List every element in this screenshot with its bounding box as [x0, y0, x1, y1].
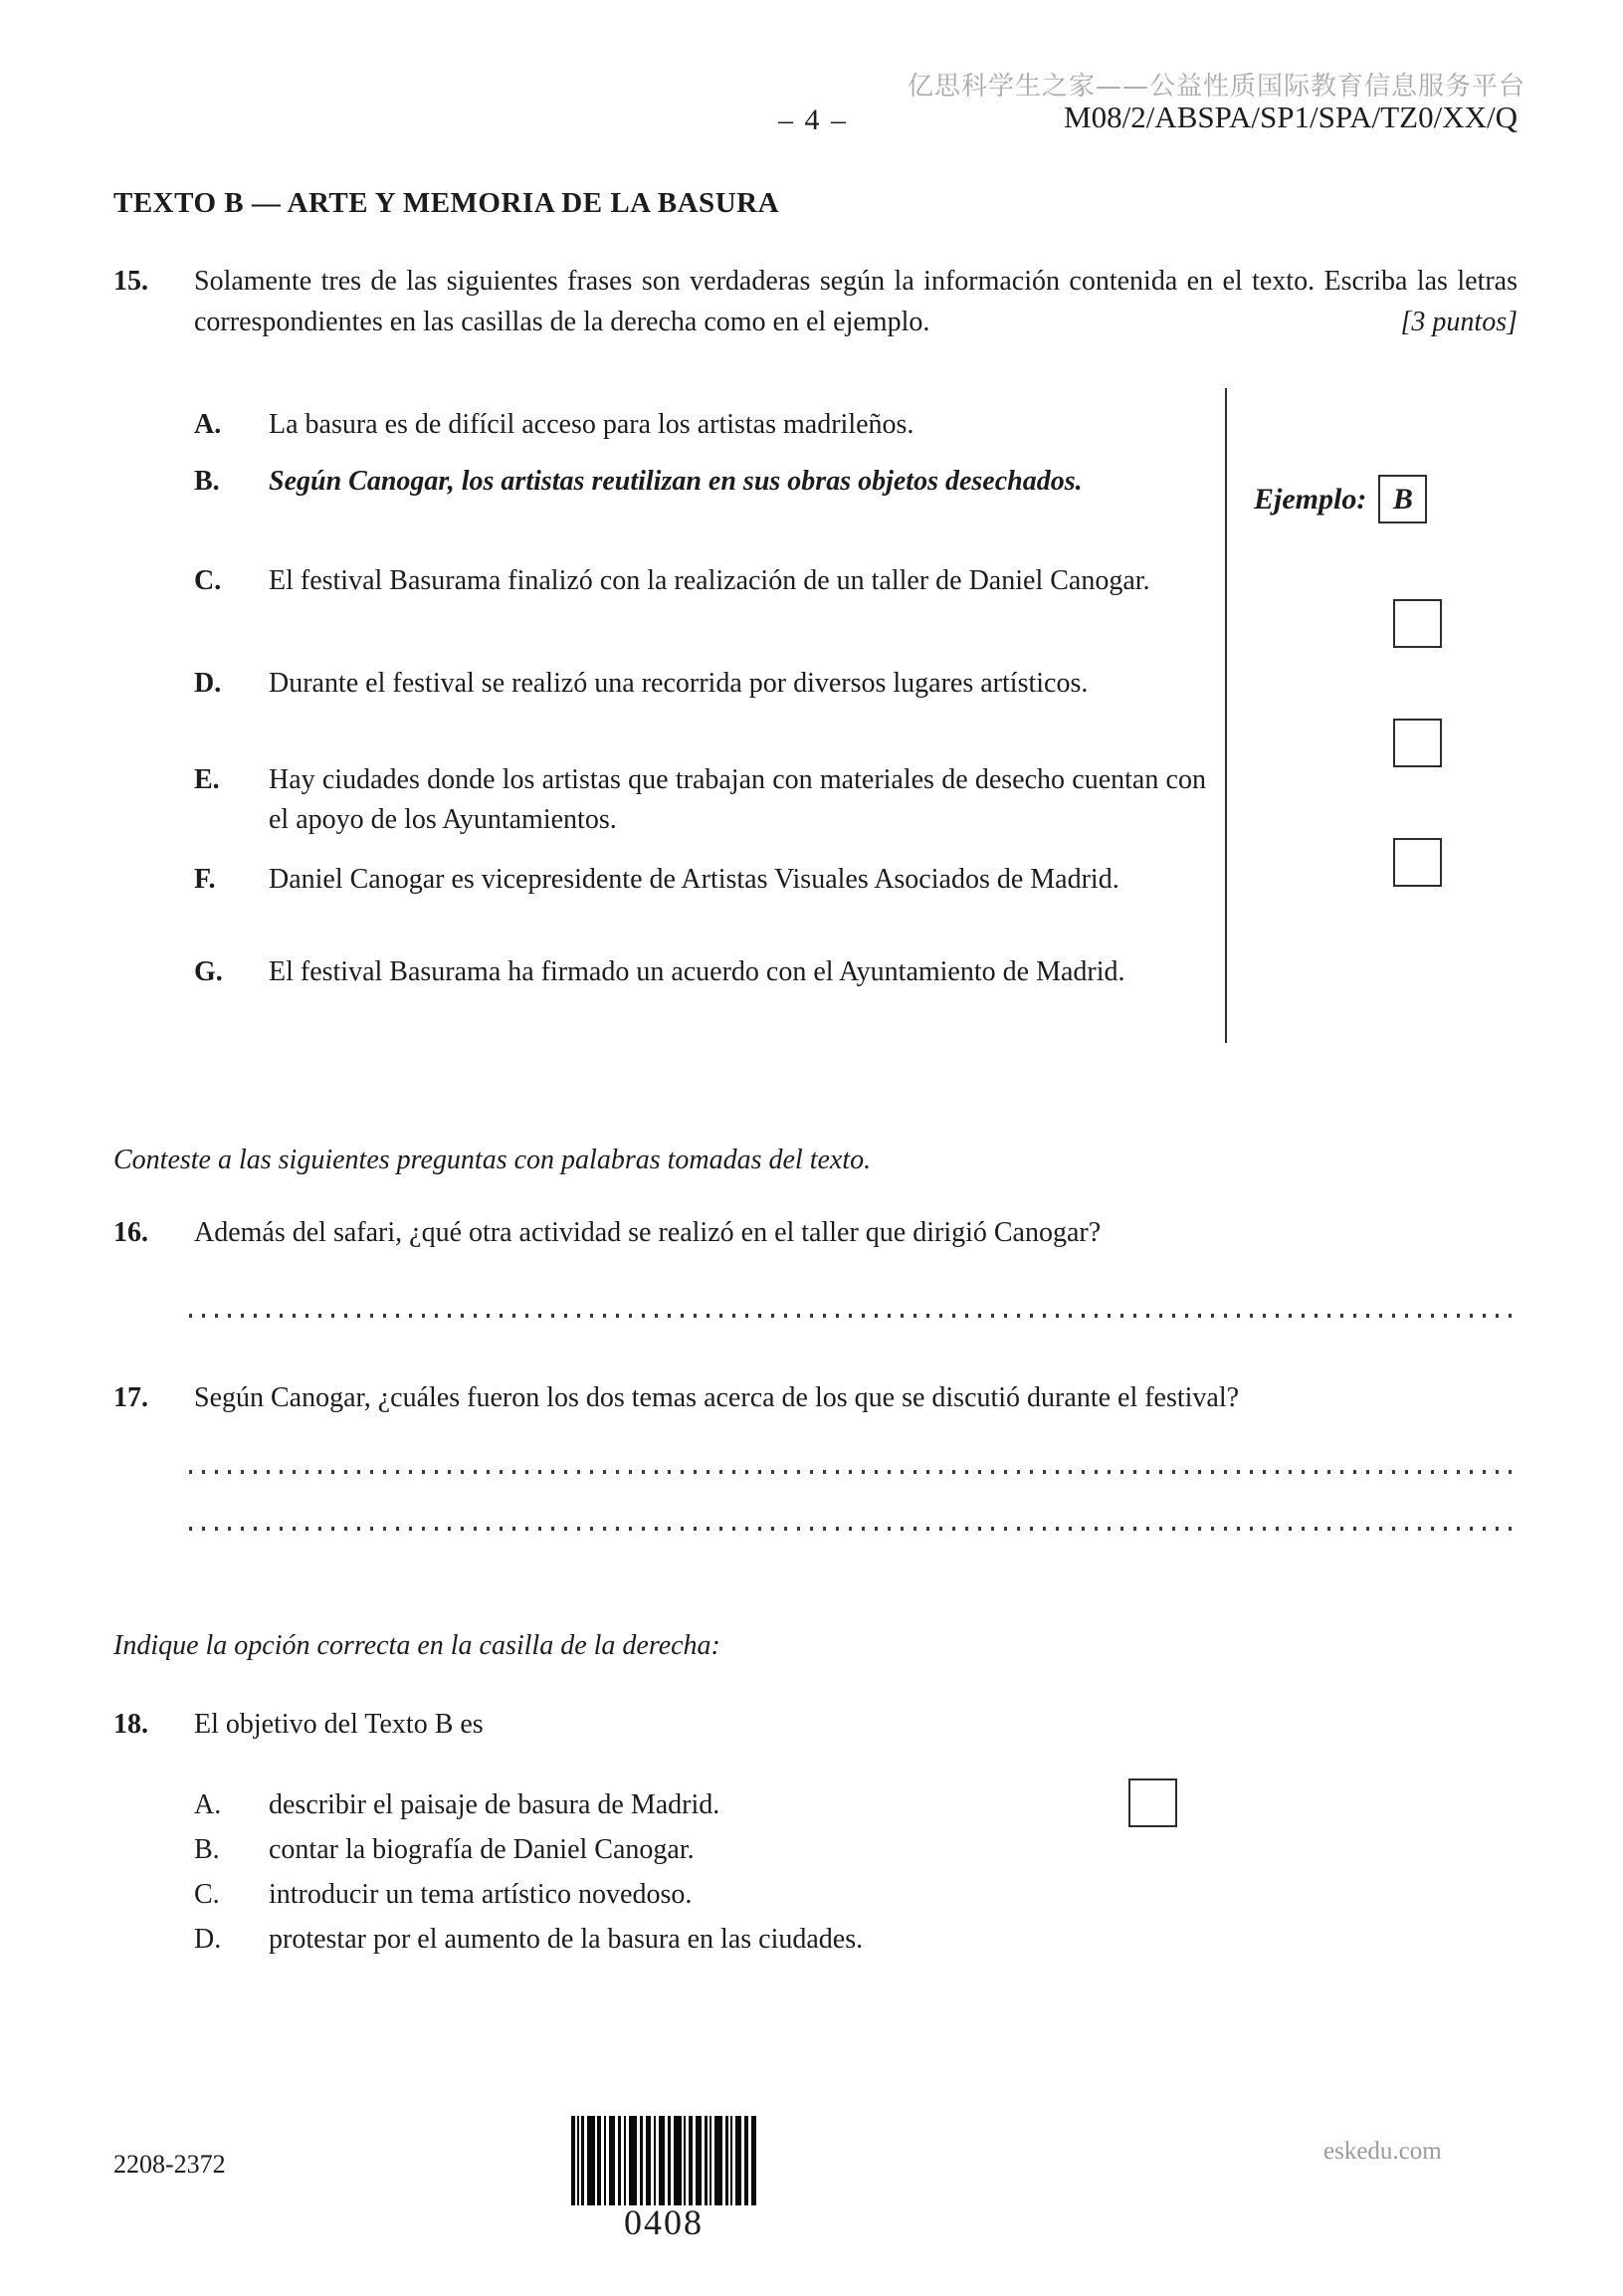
- question-18-number: 18.: [113, 1709, 148, 1740]
- q18-option-d: [194, 1923, 863, 1957]
- page-number: – 4 –: [778, 104, 848, 136]
- q18-option-a-letter: A.: [194, 1789, 222, 1820]
- question-17-text: Según Canogar, ¿cuáles fueron los dos temas acerca de los que se discutió durante el festival?: [194, 1382, 1240, 1413]
- q18-option-c-text: introducir un tema artístico novedoso.: [269, 1879, 693, 1910]
- q15-option-d-text: Durante el festival se realizó una recorrida por diversos lugares artísticos.: [269, 668, 1089, 699]
- q18-option-b-text: contar la biografía de Daniel Canogar.: [269, 1834, 695, 1865]
- q18-option-a-text: describir el paisaje de basura de Madrid.: [269, 1789, 720, 1820]
- question-18-text: El objetivo del Texto B es: [194, 1709, 484, 1740]
- q15-option-c-text: El festival Basurama finalizó con la realización de un taller de Daniel Canogar.: [269, 565, 1150, 596]
- q18-option-d-letter: D.: [194, 1924, 222, 1955]
- barcode: [571, 2116, 756, 2205]
- q15-option-c-letter: C.: [194, 565, 222, 596]
- q15-option-g: [194, 952, 1206, 992]
- q18-answer-box[interactable]: [1128, 1778, 1177, 1827]
- paper-code: M08/2/ABSPA/SP1/SPA/TZ0/XX/Q: [1064, 100, 1518, 134]
- q15-option-d-letter: D.: [194, 668, 222, 699]
- question-18: [113, 1704, 1518, 1745]
- options-divider-line: [1225, 388, 1227, 1043]
- example-answer-box: B: [1378, 475, 1427, 523]
- q15-option-e: [194, 760, 1206, 840]
- q15-option-b-text: Según Canogar, los artistas reutilizan en sus obras objetos desechados.: [269, 466, 1083, 497]
- q15-option-a-text: La basura es de difícil acceso para los artistas madrileños.: [269, 409, 914, 440]
- q15-option-f: [194, 860, 1206, 900]
- q18-option-b: [194, 1833, 695, 1867]
- q15-answer-box-2[interactable]: [1393, 719, 1442, 767]
- question-16-number: 16.: [113, 1217, 148, 1248]
- q15-option-f-letter: F.: [194, 864, 216, 895]
- q15-option-e-letter: E.: [194, 764, 220, 795]
- q15-option-f-text: Daniel Canogar es vicepresidente de Artistas Visuales Asociados de Madrid.: [269, 864, 1119, 895]
- q15-option-e-text: Hay ciudades donde los artistas que trabajan con materiales de desecho cuentan con el apoyo de los Ayuntamientos.: [269, 764, 1206, 835]
- q16-answer-line[interactable]: [189, 1314, 1518, 1318]
- instruction-choose-correct: Indique la opción correcta en la casilla de la derecha:: [113, 1630, 720, 1661]
- q17-answer-line-2[interactable]: [189, 1527, 1518, 1531]
- q18-option-c: [194, 1878, 692, 1912]
- example-label: Ejemplo:: [1254, 483, 1367, 516]
- question-15: [113, 261, 1518, 342]
- q18-option-a: [194, 1788, 719, 1822]
- document-number: 2208-2372: [113, 2150, 226, 2179]
- question-17: [113, 1377, 1518, 1418]
- question-17-number: 17.: [113, 1382, 148, 1413]
- q15-answer-box-1[interactable]: [1393, 599, 1442, 648]
- q15-option-c: [194, 561, 1206, 601]
- q15-option-a: [194, 405, 1206, 445]
- question-15-number: 15.: [113, 266, 148, 297]
- example-row: [1254, 475, 1427, 523]
- q15-option-b: [194, 462, 1206, 502]
- question-15-text: [194, 261, 1518, 342]
- q15-option-g-text: El festival Basurama ha firmado un acuerdo con el Ayuntamiento de Madrid.: [269, 956, 1125, 987]
- watermark-text: 亿思科学生之家——公益性质国际教育信息服务平台: [908, 72, 1526, 102]
- q15-option-d: [194, 664, 1206, 704]
- instruction-answer-with-words: Conteste a las siguientes preguntas con palabras tomadas del texto.: [113, 1145, 872, 1175]
- q15-option-b-letter: B.: [194, 466, 220, 497]
- question-16: [113, 1212, 1518, 1253]
- q18-option-d-text: protestar por el aumento de la basura en las ciudades.: [269, 1924, 864, 1955]
- q18-option-c-letter: C.: [194, 1879, 220, 1910]
- q15-option-a-letter: A.: [194, 409, 222, 440]
- section-title: TEXTO B — ARTE Y MEMORIA DE LA BASURA: [113, 187, 780, 219]
- site-watermark: eskedu.com: [1323, 2138, 1442, 2165]
- q15-answer-box-3[interactable]: [1393, 838, 1442, 887]
- q18-option-b-letter: B.: [194, 1834, 220, 1865]
- question-15-points: [3 puntos]: [1400, 307, 1518, 337]
- q15-option-g-letter: G.: [194, 956, 223, 987]
- question-16-text: Además del safari, ¿qué otra actividad se realizó en el taller que dirigió Canogar?: [194, 1217, 1102, 1248]
- q17-answer-line-1[interactable]: [189, 1470, 1518, 1474]
- question-15-instruction: Solamente tres de las siguientes frases son verdaderas según la información contenida en el texto. Escriba las letras correspondientes en las casillas de la derecha como en el ejemplo.: [194, 266, 1518, 337]
- barcode-label: 0408: [624, 2202, 704, 2242]
